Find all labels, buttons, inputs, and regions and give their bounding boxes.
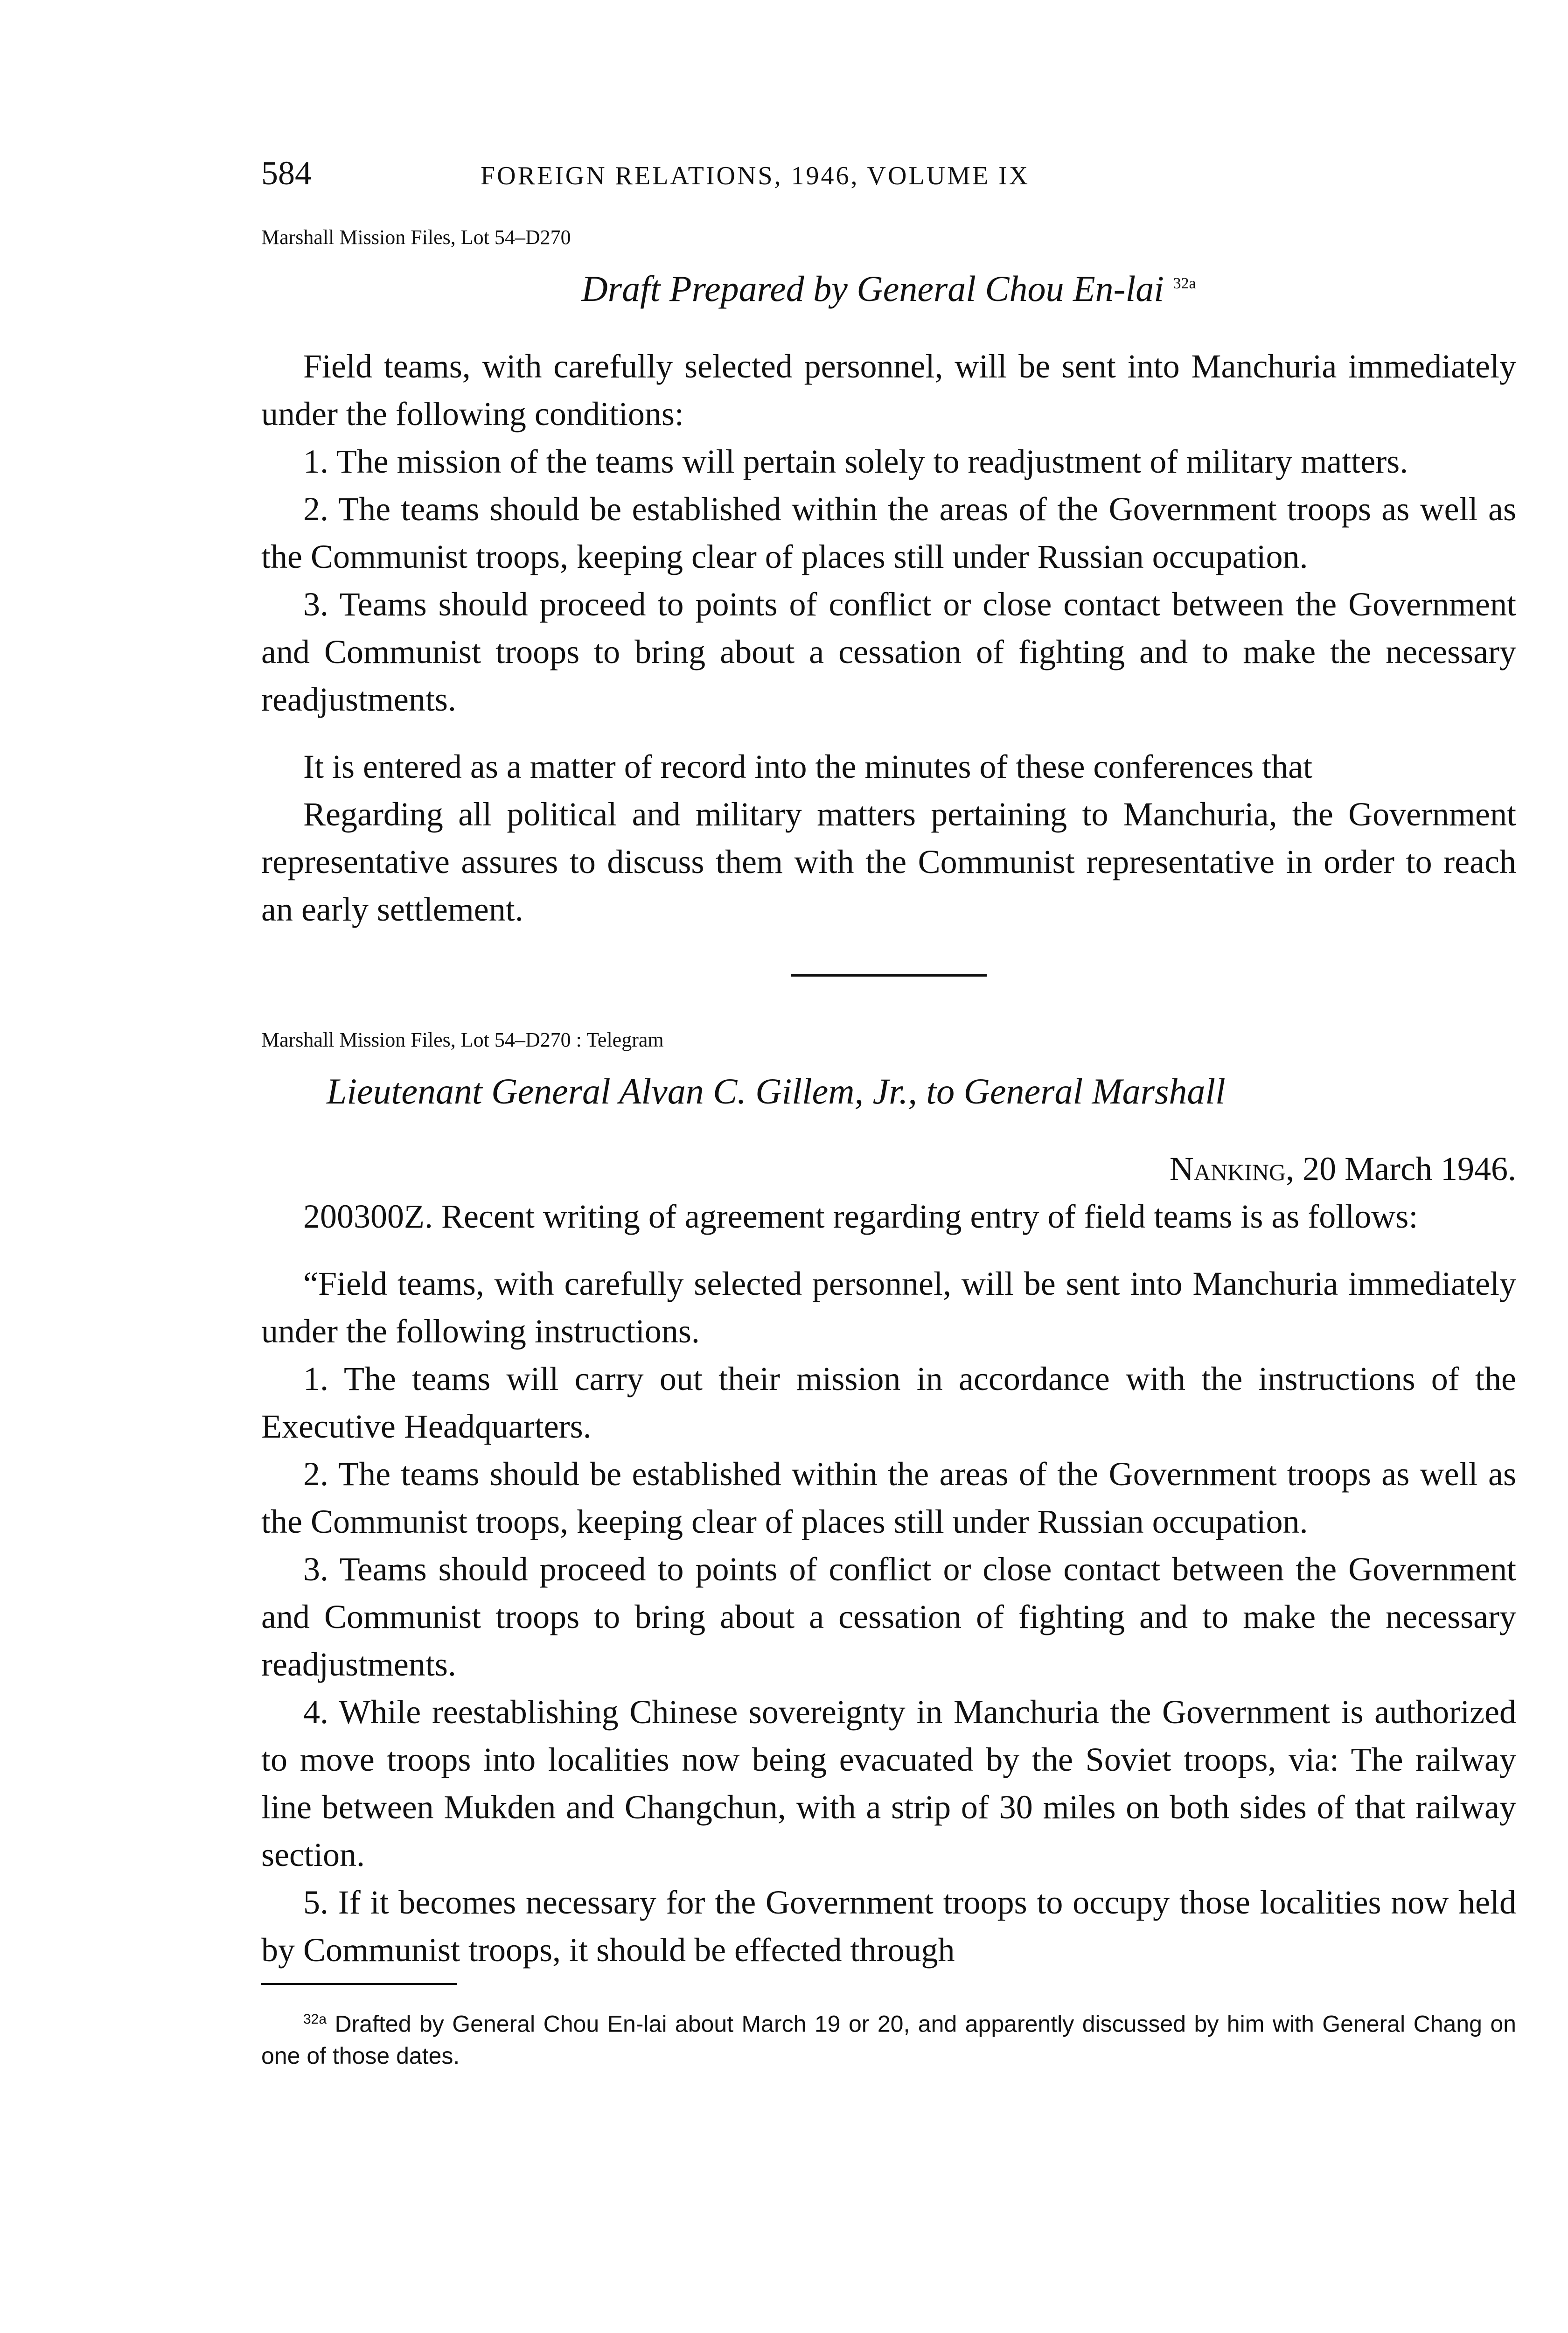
footnote	[261, 2004, 1516, 2072]
source-note-2: Marshall Mission Files, Lot 54–D270 : Telegram	[261, 1028, 664, 1051]
doc2-item-3: 3. Teams should proceed to points of conflict or close contact between the Government and Communist troops to bring about a cessation of fighting and to make the necessary readjustments.	[261, 1551, 1516, 1683]
dateline-place: Nanking	[1169, 1150, 1286, 1187]
doc2-intro: 200300Z. Recent writing of agreement regarding entry of field teams is as follows:	[303, 1198, 1418, 1235]
document-title-2: Lieutenant General Alvan C. Gillem, Jr., to General Marshall	[327, 1071, 1226, 1111]
doc1-intro: Field teams, with carefully selected personnel, will be sent into Manchuria immediately under the following conditions:	[261, 348, 1516, 433]
doc1-record: It is entered as a matter of record into the minutes of these conferences that	[303, 748, 1313, 785]
source-note-1: Marshall Mission Files, Lot 54–D270	[261, 226, 571, 249]
doc2-quote-intro: “Field teams, with carefully selected personnel, will be sent into Manchuria immediately under the following instructions.	[261, 1265, 1516, 1350]
doc2-item-4: 4. While reestablishing Chinese sovereignty in Manchuria the Government is authorized to move troops into localities now being evacuated by the Soviet troops, via: The railway line between Mukden and Changchun, with a strip of 30 miles on both sides of that railway section.	[261, 1693, 1516, 1873]
dateline	[261, 1145, 1516, 1193]
page-number: 584	[261, 154, 312, 192]
doc1-item-2: 2. The teams should be established within the areas of the Government troops as well as the Communist troops, keeping clear of places still under Russian occupation.	[261, 490, 1516, 575]
footnote-marker: 32a	[303, 2012, 327, 2027]
footnote-rule	[261, 1983, 457, 1985]
footnote-text: Drafted by General Chou En-lai about March 19 or 20, and apparently discussed by him with General Chang on one of those dates.	[261, 2011, 1516, 2069]
document-title-1-text: Draft Prepared by General Chou En-lai	[581, 268, 1164, 309]
section-divider	[791, 974, 987, 977]
document-page	[261, 154, 1516, 2072]
doc1-regarding: Regarding all political and military matters pertaining to Manchuria, the Government representative assures to discuss them with the Communist representative in order to reach an early settlement.	[261, 796, 1516, 928]
doc1-item-1: 1. The mission of the teams will pertain solely to readjustment of military matters.	[303, 443, 1408, 480]
footnote-ref: 32a	[1173, 275, 1196, 292]
doc1-item-3: 3. Teams should proceed to points of conflict or close contact between the Government and Communist troops to bring about a cessation of fighting and to make the necessary readjustments.	[261, 586, 1516, 718]
doc2-item-2: 2. The teams should be established within the areas of the Government troops as well as the Communist troops, keeping clear of places still under Russian occupation.	[261, 1455, 1516, 1540]
document-title-1	[261, 268, 1516, 310]
doc2-item-5: 5. If it becomes necessary for the Government troops to occupy those localities now held by Communist troops, it should be effected through	[261, 1884, 1516, 1969]
dateline-date: , 20 March 1946.	[1286, 1150, 1516, 1187]
page-header	[261, 154, 1516, 193]
running-head: FOREIGN RELATIONS, 1946, VOLUME IX	[481, 161, 1030, 190]
doc2-item-1: 1. The teams will carry out their mission in accordance with the instructions of the Executive Headquarters.	[261, 1360, 1516, 1445]
